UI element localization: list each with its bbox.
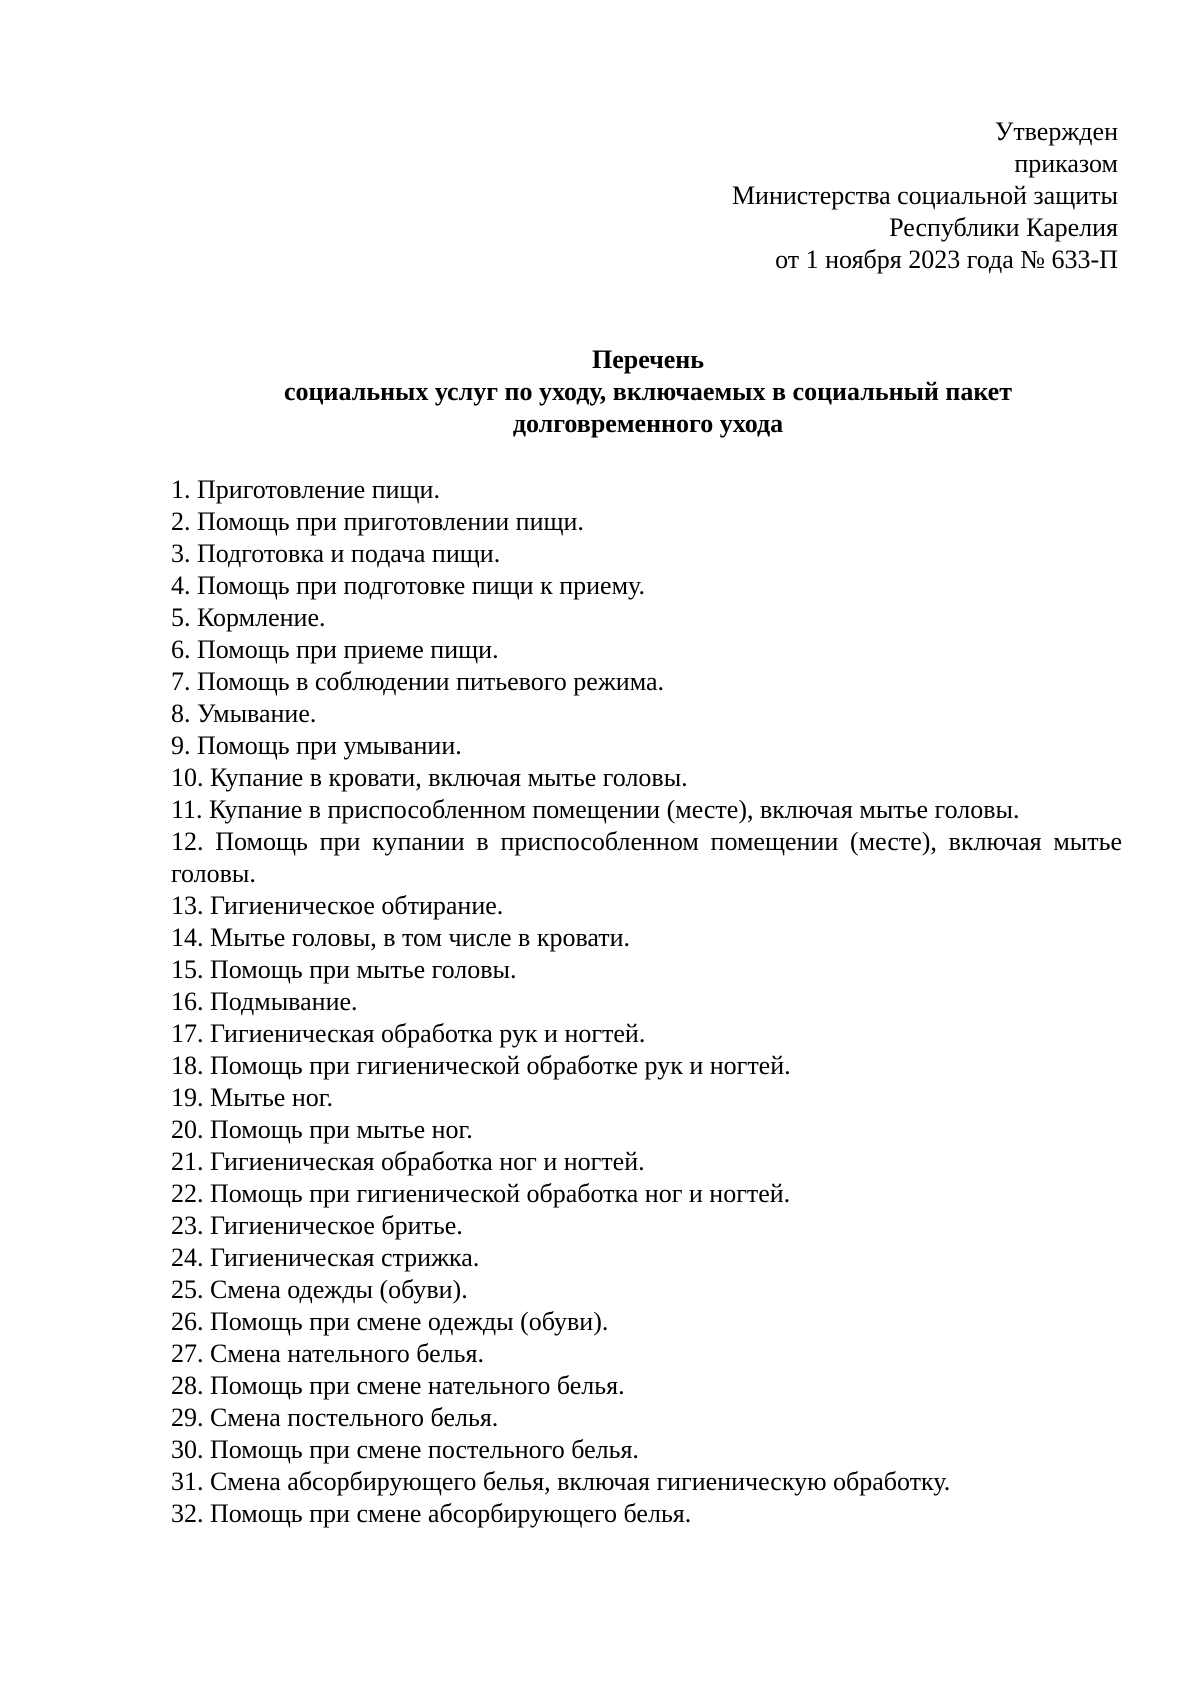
list-item: 27. Смена нательного белья. [171, 1339, 484, 1368]
list-item: 21. Гигиеническая обработка ног и ногтей. [171, 1147, 645, 1176]
list-item: 12. Помощь при купании в приспособленном помещении (месте), включая мытье головы. [171, 827, 1122, 888]
list-item: 8. Умывание. [171, 699, 317, 728]
list-item: 4. Помощь при подготовке пищи к приему. [171, 571, 645, 600]
services-list [171, 474, 1122, 1530]
list-item: 17. Гигиеническая обработка рук и ногтей. [171, 1019, 646, 1048]
list-item: 10. Купание в кровати, включая мытье головы. [171, 763, 688, 792]
list-item: 14. Мытье головы, в том числе в кровати. [171, 923, 631, 952]
list-item: 19. Мытье ног. [171, 1083, 333, 1112]
list-item: 32. Помощь при смене абсорбирующего белья. [171, 1499, 692, 1528]
list-item: 16. Подмывание. [171, 987, 358, 1016]
list-item: 25. Смена одежды (обуви). [171, 1275, 468, 1304]
approval-line: приказом [1014, 149, 1118, 178]
list-item: 30. Помощь при смене постельного белья. [171, 1435, 639, 1464]
title-line: долговременного ухода [512, 409, 784, 438]
list-item: 24. Гигиеническая стрижка. [171, 1243, 480, 1272]
list-item: 9. Помощь при умывании. [171, 731, 462, 760]
list-item: 23. Гигиеническое бритье. [171, 1211, 463, 1240]
approval-line: от 1 ноября 2023 года № 633-П [775, 245, 1118, 274]
approval-stamp-block [732, 116, 1118, 276]
list-item: 11. Купание в приспособленном помещении (месте), включая мытье головы. [171, 795, 1020, 824]
document-title [170, 344, 1126, 440]
list-item: 6. Помощь при приеме пищи. [171, 635, 499, 664]
approval-line: Утвержден [994, 117, 1118, 146]
list-item: 28. Помощь при смене нательного белья. [171, 1371, 625, 1400]
list-item: 7. Помощь в соблюдении питьевого режима. [171, 667, 665, 696]
approval-line: Республики Карелия [889, 213, 1118, 242]
title-line: социальных услуг по уходу, включаемых в социальный пакет [284, 377, 1012, 406]
list-item: 20. Помощь при мытье ног. [171, 1115, 473, 1144]
list-item: 13. Гигиеническое обтирание. [171, 891, 504, 920]
list-item: 3. Подготовка и подача пищи. [171, 539, 501, 568]
list-item: 22. Помощь при гигиенической обработка ног и ногтей. [171, 1179, 791, 1208]
list-item: 31. Смена абсорбирующего белья, включая гигиеническую обработку. [171, 1467, 951, 1496]
list-item: 5. Кормление. [171, 603, 326, 632]
list-item: 1. Приготовление пищи. [171, 475, 440, 504]
list-item: 2. Помощь при приготовлении пищи. [171, 507, 584, 536]
list-item: 15. Помощь при мытье головы. [171, 955, 517, 984]
list-item: 29. Смена постельного белья. [171, 1403, 499, 1432]
list-item: 18. Помощь при гигиенической обработке рук и ногтей. [171, 1051, 791, 1080]
list-item: 26. Помощь при смене одежды (обуви). [171, 1307, 609, 1336]
approval-line: Министерства социальной защиты [731, 181, 1118, 210]
title-line: Перечень [591, 345, 705, 374]
